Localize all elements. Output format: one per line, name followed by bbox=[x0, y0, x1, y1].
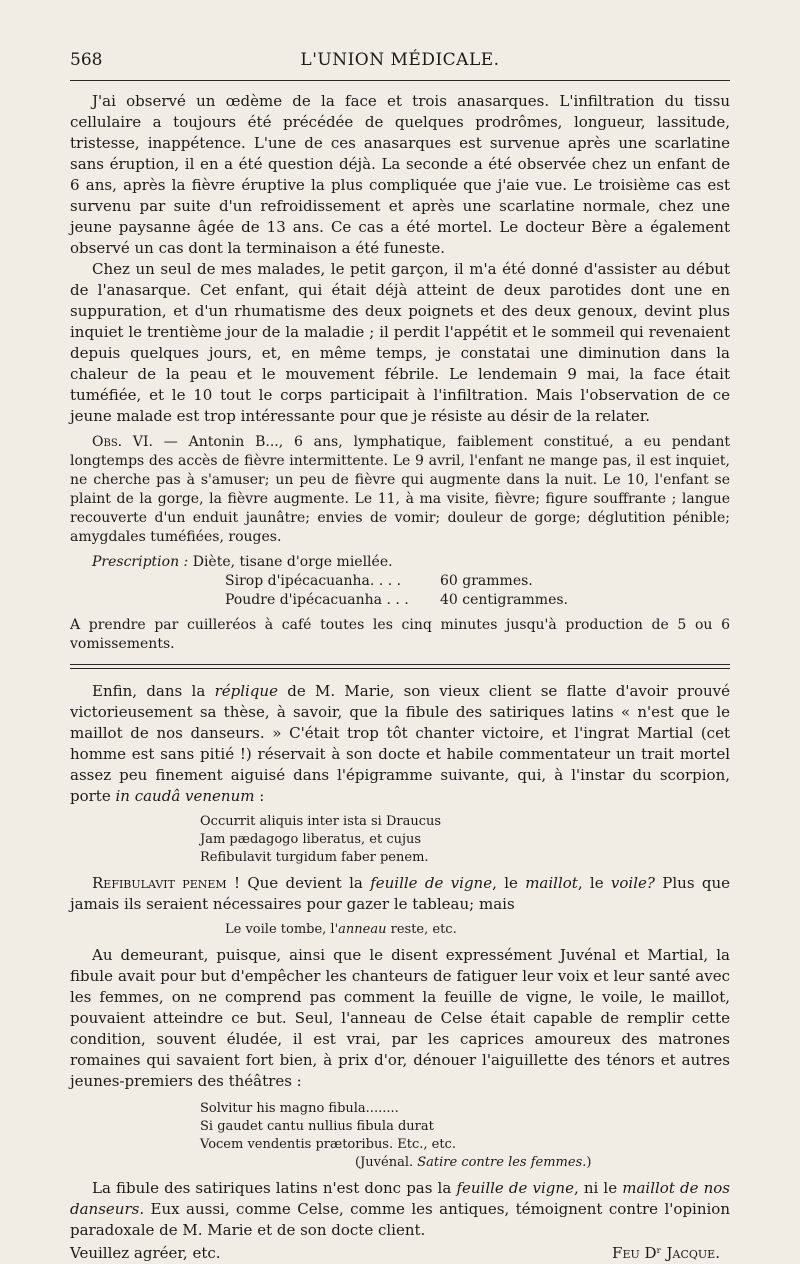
page-number: 568 bbox=[70, 50, 103, 70]
text-run: reste, etc. bbox=[386, 922, 457, 937]
rx-drug: Poudre d'ipécacuanha . . . bbox=[225, 592, 409, 608]
prescription-text: Diète, tisane d'orge miellée. bbox=[188, 554, 393, 570]
verse-citation bbox=[355, 1154, 730, 1172]
verse-quote-3 bbox=[70, 1100, 730, 1172]
italic-run: feuille de vigne bbox=[456, 1179, 574, 1197]
text-run: ) bbox=[586, 1155, 592, 1170]
text-run: La fibule des satiriques latins n'est donc pas la bbox=[92, 1179, 457, 1197]
article-body bbox=[70, 91, 730, 1264]
feuilleton-divider bbox=[70, 664, 730, 669]
observation-body: — Antonin B..., 6 ans, lymphatique, faiblement constitué, a eu pendant longtemps des accès de fièvre intermittente. Le 9 avril, l'enfant ne mange pas, il est inquiet, ne cherche pas à s'amuser; un peu de fièvre qui augmente dans la nuit. Le 10, l'enfant se plaint de la gorge, la fièvre augmente. Le 11, à ma visite, fièvre; figure souffrante ; langue recouverte d'un enduit jaunâtre; envies de vomir; douleur de gorge; déglutition pénible; amygdales tuméfiées, rouges. bbox=[70, 434, 730, 545]
text-run: , le bbox=[577, 874, 611, 892]
italic-run: voile? bbox=[610, 874, 655, 892]
verse-quote-1 bbox=[70, 813, 730, 867]
observation-label: Obs. VI. bbox=[92, 434, 154, 450]
prescription-label: Prescription : bbox=[92, 554, 189, 570]
verse-line: Jam pædagogo liberatus, et cujus bbox=[200, 832, 422, 847]
text-run: Plus que jamais ils seraient nécessaires pour gazer le tableau; mais bbox=[70, 874, 730, 913]
rx-dose: 60 grammes. bbox=[440, 573, 533, 589]
italic-run: anneau bbox=[338, 922, 387, 937]
text-run: . Eux aussi, comme Celse, comme les antiques, témoignent contre l'opinion paradoxale de M. Marie et de son docte client. bbox=[70, 1200, 730, 1239]
rx-row bbox=[70, 591, 730, 610]
italic-run: maillot de nos danseurs bbox=[70, 1179, 730, 1218]
italic-run: réplique bbox=[214, 682, 278, 700]
text-run: Refibulavit penem ! bbox=[92, 874, 241, 892]
paragraph-1: J'ai observé un œdème de la face et trois anasarques. L'infiltration du tissu cellulaire a toujours été précédée de quelques prodrômes, longueur, lassitude, tristesse, inappétence. L'une de ces anasarques est survenue après une scarlatine sans éruption, il en a été question déjà. La seconde a été observée chez un enfant de 6 ans, après la fièvre éruptive la plus compliquée que j'aie vue. Le troisième cas est survenu par suite d'un refroidissement et après une scarlatine normale, chez une jeune paysanne âgée de 13 ans. Ce cas a été mortel. Le docteur Bère a également observé un cas dont la terminaison a été funeste. bbox=[70, 92, 730, 257]
prescription-line bbox=[70, 553, 730, 572]
text-run: Que devient la bbox=[240, 874, 371, 892]
observation-block bbox=[70, 433, 730, 654]
text-run: , ni le bbox=[573, 1179, 623, 1197]
observation-closing: A prendre par cuilleréos à café toutes les cinq minutes jusqu'à production de 5 ou 6 vomissements. bbox=[70, 617, 730, 652]
text-run: Le voile tombe, l' bbox=[225, 922, 339, 937]
rx-row bbox=[70, 572, 730, 591]
feuilleton-paragraph-2 bbox=[70, 873, 730, 915]
text-run: , le bbox=[492, 874, 526, 892]
italic-run: in caudâ venenum bbox=[115, 787, 255, 805]
italic-run: Satire contre les femmes. bbox=[417, 1155, 587, 1170]
rx-drug: Sirop d'ipécacuanha. . . . bbox=[225, 573, 402, 589]
italic-run: maillot bbox=[525, 874, 578, 892]
observation-text bbox=[70, 433, 730, 547]
feuilleton-paragraph-4 bbox=[70, 1178, 730, 1241]
text-run: de M. Marie, son vieux client se flatte d'avoir prouvé victorieusement sa thèse, à savoir, que la fibule des satiriques latins « n'est que le maillot de nos danseurs. » C'était trop tôt chanter victoire, et l'ingrat Martial (cet homme est sans pitié !) réservait à son docte et habile commentateur un trait mortel assez peu finement aiguisé dans l'épigramme suivante, qui, à l'instar du scorpion, porte bbox=[70, 682, 730, 805]
verse-line: Refibulavit turgidum faber penem. bbox=[200, 850, 429, 865]
verse-quote-2 bbox=[225, 921, 730, 939]
paragraph-2: Chez un seul de mes malades, le petit garçon, il m'a été donné d'assister au début de l'anasarque. Cet enfant, qui était déjà atteint de deux parotides dont une en suppuration, et d'un rhumatisme des deux poignets et des deux genoux, devint plus inquiet le trentième jour de la maladie ; il perdit l'appétit et le sommeil qui revenaient depuis quelques jours, et, en même temps, je constatai une diminution dans la chaleur de la peau et le mouvement fébrile. Le lendemain 9 mai, la face était tuméfiée, et le 10 tout le corps participait à l'infiltration. Mais l'observation de ce jeune malade est trop intéressante pour que je résiste au désir de la relater. bbox=[70, 260, 730, 425]
italic-run: feuille de vigne bbox=[370, 874, 493, 892]
feuilleton bbox=[70, 681, 730, 1264]
verse-line: Solvitur his magno fibula........ bbox=[200, 1101, 399, 1116]
closing-formula: Veuillez agréer, etc. bbox=[70, 1244, 221, 1262]
rx-dose: 40 centigrammes. bbox=[440, 592, 568, 608]
signature-row bbox=[70, 1243, 730, 1264]
text-run: : bbox=[254, 787, 265, 805]
running-header bbox=[70, 44, 730, 81]
text-run: (Juvénal. bbox=[355, 1155, 418, 1170]
verse-line: Vocem vendentis prætoribus. Etc., etc. bbox=[200, 1137, 456, 1152]
feuilleton-paragraph-1 bbox=[70, 681, 730, 807]
feuilleton-paragraph-3: Au demeurant, puisque, ainsi que le disent expressément Juvénal et Martial, la fibule avait pour but d'empêcher les chanteurs de fatiguer leur voix et leur santé avec les femmes, on ne comprend pas comment la feuille de vigne, le voile, le maillot, pouvaient atteindre ce but. Seul, l'anneau de Celse était capable de remplir cette condition, souvent éludée, il est vrai, par les caprices amoureux des matrones romaines qui savaient fort bien, à prix d'or, dénouer l'aiguillette des ténors et autres jeunes-premiers des théâtres : bbox=[70, 946, 730, 1090]
verse-line: Occurrit aliquis inter ista si Draucus bbox=[200, 814, 442, 829]
text-run: Enfin, dans la bbox=[92, 682, 215, 700]
verse-line: Si gaudet cantu nullius fibula durat bbox=[200, 1119, 434, 1134]
journal-title: L'UNION MÉDICALE. bbox=[300, 50, 500, 70]
author-signature: Feu Dʳ Jacque. bbox=[612, 1244, 720, 1262]
